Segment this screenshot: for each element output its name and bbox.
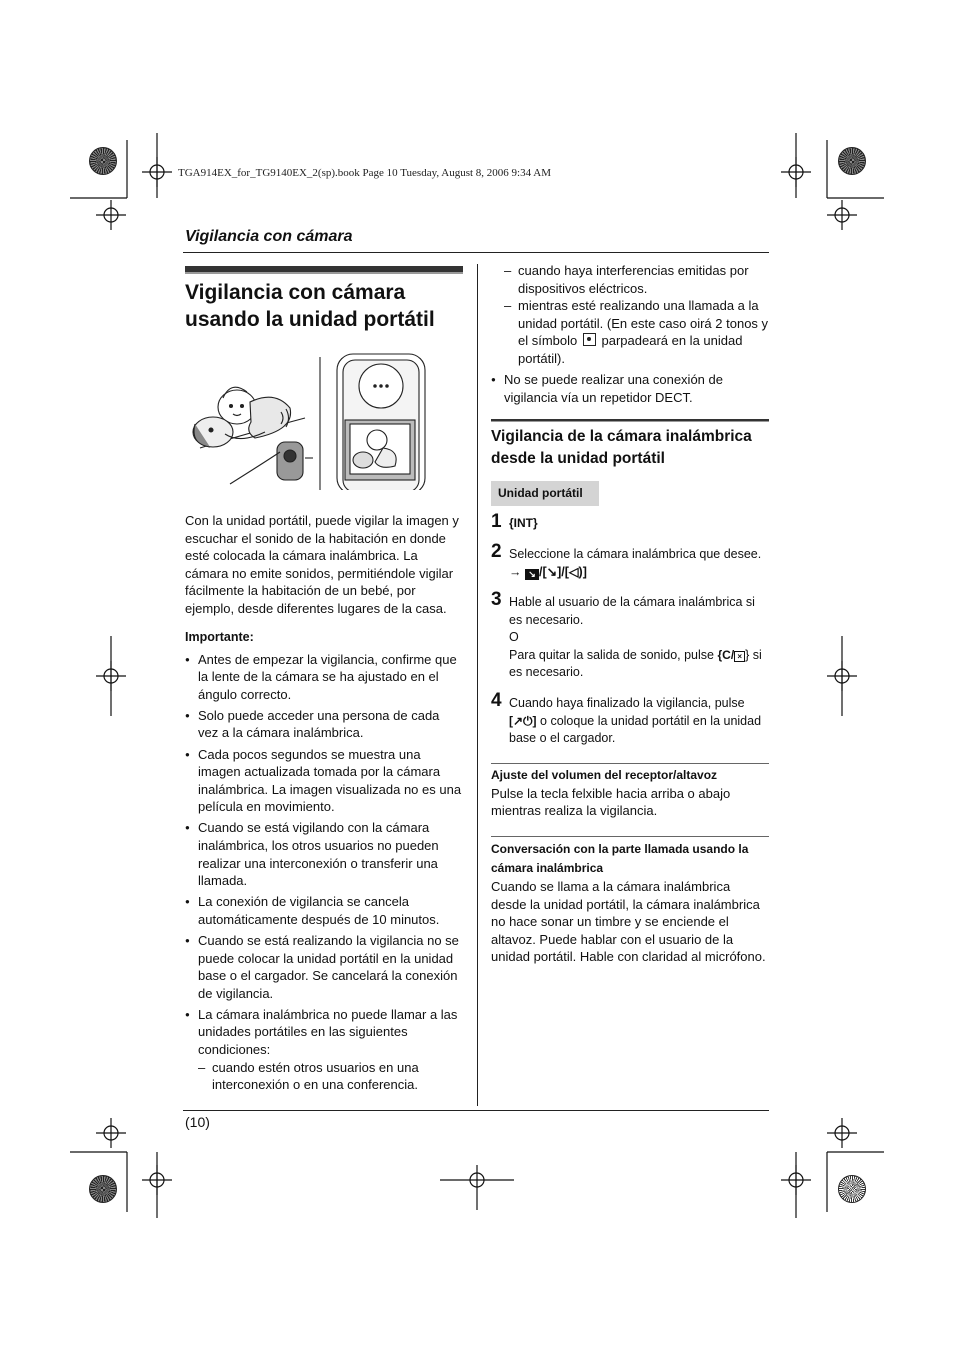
clear-key-label: {C/: [717, 647, 735, 662]
list-item: ● Cada pocos segundos se muestra una imagen actualizada tomada por la cámara inalámbrica. La imagen visualizada no es una película en movimiento.: [185, 746, 463, 816]
page-title-line2: usando la unidad portátil: [185, 308, 435, 331]
sub-list-item: – cuando haya interferencias emitidas por dispositivos eléctricos.: [504, 262, 769, 297]
step-1-body: [509, 515, 771, 533]
list-item: ● No se puede realizar una conexión de vigilancia vía un repetidor DECT.: [491, 371, 769, 406]
page-title-line1: Vigilancia con cámara: [185, 281, 406, 304]
device-tag: Unidad portátil: [491, 481, 599, 506]
page-number: (10): [185, 1114, 210, 1130]
speaker-key-icon: [◁)]: [564, 564, 587, 579]
step-number: 3: [491, 589, 502, 610]
column-divider: [477, 264, 478, 1106]
important-section: [185, 629, 463, 1094]
box-text: Cuando se llama a la cámara inalámbrica desde la unidad portátil, la cámara inalámbrica no hace sonar un timbre y se enciende el altavoz. Puede hablar con el usuario de la unidad portátil. Hable con claridad al micrófono.: [491, 879, 766, 965]
sub-list-item: – cuando estén otros usuarios en una interconexión o en una conferencia.: [198, 1059, 463, 1094]
step-3-text: Hable al usuario de la cámara inalámbrica si es necesario.: [509, 595, 755, 627]
list-item: ● La conexión de vigilancia se cancela automáticamente después de 10 minutos.: [185, 893, 463, 928]
list-item: [185, 1006, 463, 1094]
step-3-body: [509, 594, 771, 682]
talk-key-icon: [↘]: [542, 564, 562, 579]
section-subtitle: [491, 426, 771, 470]
box-title: Ajuste del volumen del receptor/altavoz: [491, 768, 718, 782]
step-number: 2: [491, 541, 502, 562]
step-number: 4: [491, 690, 502, 711]
conversation-box: [491, 840, 769, 966]
section-subtitle-line2: desde la unidad portátil: [491, 450, 665, 467]
title-bar: [185, 266, 463, 274]
step-3-or: O: [509, 630, 519, 645]
clear-mute-key: [717, 648, 745, 662]
section-subtitle-line1: Vigilancia de la cámara inalámbrica: [491, 428, 752, 445]
condition-continuation: [504, 262, 769, 368]
intro-paragraph: Con la unidad portátil, puede vigilar la imagen y escuchar el sonido de la habitación en donde esté colocada la cámara inalámbrica. La cámara no emite sonidos, permitiéndole vigilar fácilmente la habitación de un bebé, por ejemplo, desde diferentes lugares de la casa.: [185, 513, 459, 616]
sub-list-item: [504, 297, 769, 367]
list-item: ● Cuando se está vigilando con la cámara inalámbrica, los otros usuarios no pueden realizar una interconexión o transferir una llamada.: [185, 819, 463, 889]
step-4-text: Cuando haya finalizado la vigilancia, pulse: [509, 696, 745, 710]
step-number: 1: [491, 511, 502, 532]
footer-rule: [183, 1110, 769, 1111]
important-label: Importante:: [185, 630, 254, 644]
mute-icon: ×: [734, 651, 745, 662]
list-item-text: La cámara inalámbrica no puede llamar a las unidades portátiles en las siguientes condiciones:: [198, 1006, 458, 1058]
illustration-camera-monitoring: [185, 352, 430, 490]
subtitle-bar: [491, 419, 769, 422]
camera-symbol-icon: [583, 333, 596, 346]
soft-key-icon: ↘: [525, 569, 539, 580]
step-4-text-b: o coloque la unidad portátil en la unidad base o el cargador.: [509, 713, 762, 746]
box-title: Conversación con la parte llamada usando la cámara inalámbrica: [491, 842, 749, 875]
important-list: [185, 651, 463, 1094]
step-3-text2-a: Para quitar la salida de sonido, pulse: [509, 647, 714, 662]
step-2-keys: → ↘ /[↘]/[◁)]: [509, 564, 587, 579]
dect-note: [491, 371, 769, 410]
arrow-right-icon: →: [509, 564, 522, 579]
header-rule: [183, 252, 769, 253]
box-rule: [491, 763, 769, 764]
step-2-text: Seleccione la cámara inalámbrica que desee.: [509, 547, 762, 561]
print-header: TGA914EX_for_TG9140EX_2(sp).book Page 10 Tuesday, August 8, 2006 9:34 AM: [178, 167, 551, 179]
sub-list-item-text-end: parpadeará en la unidad portátil).: [518, 333, 743, 366]
sub-list-item-text: mientras esté realizando una llamada a la unidad portátil. (En este caso oirá 2 tonos y el símbolo: [518, 298, 769, 349]
off-key-icon: [↗⏻]: [509, 713, 537, 728]
volume-box: [491, 767, 769, 820]
step-4-body: [509, 695, 771, 748]
box-rule: [491, 836, 769, 837]
step-3-text2-b: } si es necesario.: [509, 647, 762, 680]
list-item: ● Cuando se está realizando la vigilancia no se puede colocar la unidad portátil en la unidad base o el cargador. Se cancelará la conexión de vigilancia.: [185, 932, 463, 1002]
box-text: Pulse la tecla felxible hacia arriba o abajo mientras realiza la vigilancia.: [491, 785, 731, 819]
int-key: {INT}: [509, 516, 538, 530]
list-item: ● Solo puede acceder una persona de cada vez a la cámara inalámbrica.: [185, 707, 463, 742]
step-2-body: [509, 546, 771, 581]
list-item: ● Antes de empezar la vigilancia, confirme que la lente de la cámara se ha ajustado en el ángulo correcto.: [185, 651, 463, 704]
step-3-text2: [509, 647, 771, 682]
page-title: [185, 279, 465, 333]
running-title: Vigilancia con cámara: [185, 228, 353, 245]
